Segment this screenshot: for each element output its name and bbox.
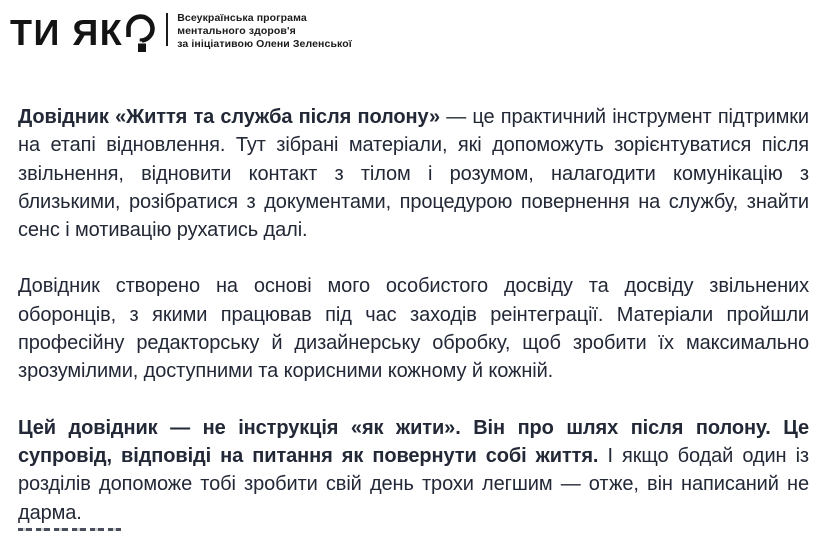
tagline-line-1: Всеукраїнська програма xyxy=(177,12,307,24)
paragraph-3-text: І якщо бодай один із розділів допоможе тобі зробити свій день трохи легшим — отже, він написаний не дарма. xyxy=(18,444,809,524)
document-body xyxy=(18,103,809,555)
paragraph-1-bold: Довідник «Життя та служба після полону» xyxy=(18,106,441,128)
paragraph-1 xyxy=(18,103,809,244)
paragraph-3-bold: Цей довідник — не інструкція «як жити». Він про шлях після полону. Це супровід, відповіді на питання як повернути собі життя. xyxy=(18,416,809,467)
paragraph-2-text: Довідник створено на основі мого особистого досвіду та досвіду звільнених оборонців, з якими працював під час заходів реінтеграції. Матеріали пройшли професійну редакторську й дизайнерську обробку, щоб зробити їх максимально зрозумілими, доступними та корисними кожному й кожній. xyxy=(18,275,809,383)
paragraph-2 xyxy=(18,272,809,385)
paragraph-3 xyxy=(18,414,809,527)
tagline-line-3: за ініціативою Олени Зеленської xyxy=(177,38,352,50)
logo-text: ТИ ЯК xyxy=(10,12,124,53)
brand-header xyxy=(10,6,352,57)
tagline-line-2: ментального здоров'я xyxy=(177,25,296,37)
question-mark-icon xyxy=(124,6,157,57)
logo-divider xyxy=(166,13,168,46)
paragraph-1-text: — це практичний інструмент підтримки на етапі відновлення. Тут зібрані матеріали, які допоможуть зорієнтуватися після звільнення, відновити контакт з тілом і розумом, налагодити комунікацію з близькими, розібратися з документами, процедурою повернення на службу, знайти сенс і мотивацію рухатись далі. xyxy=(18,106,809,242)
logo-tagline xyxy=(177,12,352,51)
